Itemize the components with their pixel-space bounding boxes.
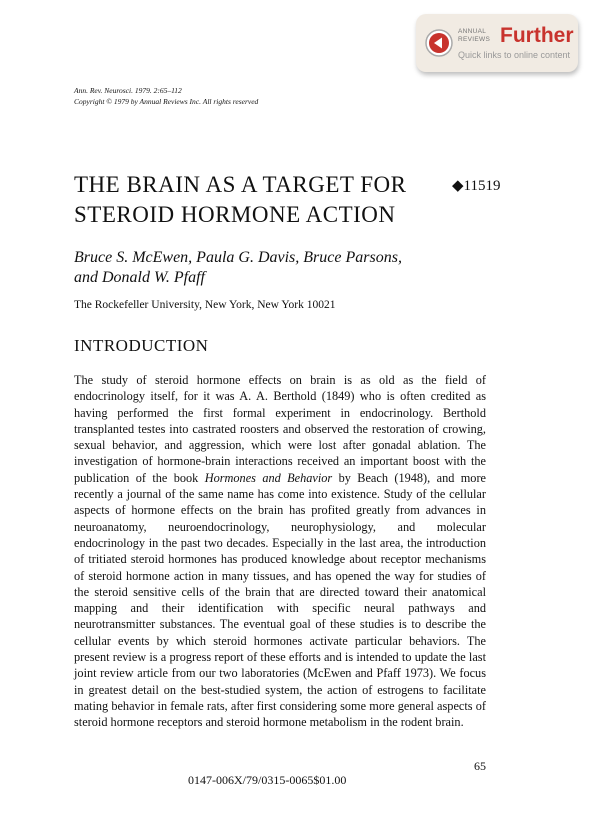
further-banner[interactable] bbox=[416, 14, 578, 72]
authors-line-1: Bruce S. McEwen, Paula G. Davis, Bruce Parsons, bbox=[74, 249, 402, 266]
article-title bbox=[74, 170, 407, 230]
circle-arrow-icon bbox=[424, 28, 454, 58]
quick-links-label: Quick links to online content bbox=[458, 50, 571, 60]
title-line-1: THE BRAIN AS A TARGET FOR bbox=[74, 172, 407, 197]
journal-citation: Ann. Rev. Neurosci. 1979. 2:65–112 bbox=[74, 86, 182, 95]
page-number: 65 bbox=[474, 759, 486, 773]
introduction-paragraph bbox=[74, 372, 486, 731]
book-title: Hormones and Behavior bbox=[204, 470, 333, 485]
article-id: ◆11519 bbox=[452, 178, 501, 194]
copyright-line: Copyright © 1979 by Annual Reviews Inc. All rights reserved bbox=[74, 97, 259, 106]
annual-label: ANNUAL bbox=[458, 28, 487, 35]
title-line-2: STEROID HORMONE ACTION bbox=[74, 202, 396, 227]
footer-code: 0147-006X/79/0315-0065$01.00 bbox=[188, 773, 347, 787]
further-label: Further bbox=[500, 24, 574, 47]
affiliation: The Rockefeller University, New York, New York 10021 bbox=[74, 299, 336, 311]
section-heading: INTRODUCTION bbox=[74, 336, 209, 355]
authors-line-2: and Donald W. Pfaff bbox=[74, 269, 205, 286]
paragraph-text-part-2: by Beach (1948), and more recently a journal of the same name has come into existence. Study of the cellular aspects of hormone effects on the brain has profited greatly from advances in neuroanatomy, neuroendocrinology, neurophysiology, and molecular endocrinology in the past two decades. Especially in the last area, the introduction of tritiated steroid hormones has produced knowledge about receptor mechanisms of steroid hormone action in many tissues, and has opened the way for studies of the steroid sensitive cells of the brain that are directed toward their anatomical mapping and their identification with specific neural pathways and neurotransmitter substances. The eventual goal of these studies is to describe the cellular events by which steroid hormones activate particular behaviors. The present review is a progress report of these efforts and is intended to update the last joint review article from our two laboratories (McEwen and Pfaff 1973). We focus in greatest detail on the best-studied system, the action of estrogens to facilitate mating behavior in female rats, after first considering some more general aspects of steroid hormone receptors and steroid hormone metabolism in the rodent brain. bbox=[74, 470, 487, 730]
author-list bbox=[74, 248, 402, 288]
paragraph-text-part-1: The study of steroid hormone effects on brain is as old as the field of endocrinology itself, for it was A. A. Berthold (1849) who is often credited as having performed the first formal experiment in endocrinology. Berthold transplanted testes into castrated roosters and observed the restoration of crowing, sexual behavior, and aggression, which were lost after gonadal ablation. The investigation of hormone-brain interactions received an important boost with the publication of the book bbox=[74, 373, 486, 485]
annual-reviews-logo bbox=[458, 28, 498, 44]
reviews-label: REVIEWS bbox=[458, 36, 491, 43]
